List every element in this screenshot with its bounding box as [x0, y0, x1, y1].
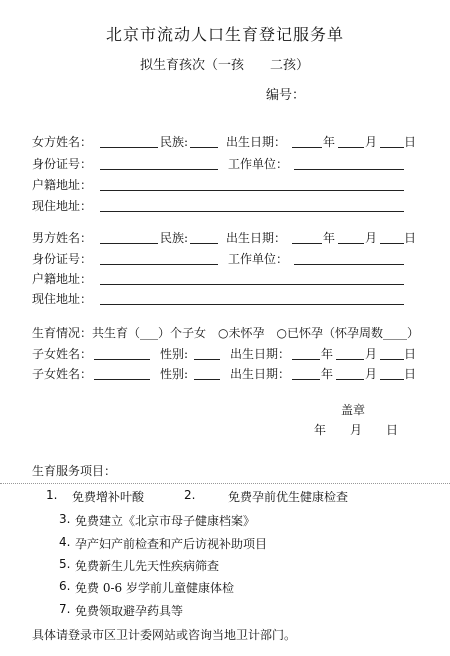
- male-id-field[interactable]: [100, 264, 218, 265]
- male-id-label: 身份证号：: [32, 252, 93, 266]
- service-text: 免费 0-6 岁学前儿童健康体检: [75, 581, 234, 595]
- male-birth-label: 出生日期：: [226, 231, 287, 245]
- year-label: 年: [321, 367, 334, 381]
- service-number: 6.: [59, 579, 71, 593]
- birth-order-line: 拟生育孩次（一孩 二孩）: [140, 58, 310, 73]
- service-number: 1.: [46, 488, 58, 502]
- seal-label: 盖章: [341, 403, 366, 417]
- month-label: 月: [365, 231, 378, 245]
- female-birth-day-field[interactable]: [380, 147, 404, 148]
- child-name-field[interactable]: [94, 359, 150, 360]
- month-label: 月: [365, 347, 378, 361]
- child-birth-label: 出生日期：: [230, 367, 291, 381]
- service-text: 免费新生儿先天性疾病筛查: [75, 559, 220, 573]
- service-number: 3.: [59, 512, 71, 526]
- day-label: 日: [404, 347, 417, 361]
- child-name-field[interactable]: [94, 379, 150, 380]
- female-name-field[interactable]: [100, 147, 158, 148]
- seal-date: 年 月 日: [314, 423, 399, 437]
- child-birth-month-field[interactable]: [336, 359, 364, 360]
- female-current-field[interactable]: [100, 211, 404, 212]
- child-gender-label: 性别:: [160, 347, 189, 361]
- page-title: 北京市流动人口生育登记服务单: [105, 25, 344, 44]
- female-ethnicity-field[interactable]: [190, 147, 218, 148]
- child-gender-label: 性别:: [160, 367, 189, 381]
- male-birth-day-field[interactable]: [380, 243, 404, 244]
- month-label: 月: [365, 367, 378, 381]
- female-ethnicity-label: 民族:: [160, 135, 189, 149]
- year-label: 年: [323, 231, 336, 245]
- female-work-field[interactable]: [294, 169, 404, 170]
- service-text: 孕产妇产前检查和产后访视补助项目: [75, 537, 268, 551]
- male-ethnicity-field[interactable]: [190, 243, 218, 244]
- child-birth-year-field[interactable]: [292, 379, 320, 380]
- male-work-field[interactable]: [294, 264, 404, 265]
- birth-status-line: 生育情况：共生育（___）个子女 ○未怀孕 ○已怀孕（怀孕周数____）: [32, 326, 419, 340]
- service-number: 5.: [59, 557, 71, 571]
- service-text: 免费孕前优生健康检查: [228, 490, 349, 504]
- services-footer-note: 具体请登录市区卫计委网站或咨询当地卫计部门。: [32, 628, 297, 642]
- day-label: 日: [404, 135, 417, 149]
- services-title: 生育服务项目：: [32, 464, 117, 478]
- service-text: 免费领取避孕药具等: [75, 604, 184, 618]
- female-id-field[interactable]: [100, 169, 218, 170]
- child-birth-year-field[interactable]: [292, 359, 320, 360]
- day-label: 日: [404, 231, 417, 245]
- female-birth-year-field[interactable]: [292, 147, 322, 148]
- month-label: 月: [365, 135, 378, 149]
- child-birth-day-field[interactable]: [380, 359, 404, 360]
- service-text: 免费增补叶酸: [72, 490, 145, 504]
- year-label: 年: [323, 135, 336, 149]
- male-birth-year-field[interactable]: [292, 243, 322, 244]
- year-label: 年: [321, 347, 334, 361]
- male-name-label: 男方姓名：: [32, 231, 93, 245]
- male-huji-label: 户籍地址：: [32, 272, 93, 286]
- female-id-label: 身份证号：: [32, 157, 93, 171]
- service-number: 2.: [184, 488, 196, 502]
- day-label: 日: [404, 367, 417, 381]
- female-birth-month-field[interactable]: [338, 147, 364, 148]
- service-text: 免费建立《北京市母子健康档案》: [75, 514, 256, 528]
- child-birth-month-field[interactable]: [336, 379, 364, 380]
- male-name-field[interactable]: [100, 243, 158, 244]
- female-huji-label: 户籍地址：: [32, 178, 93, 192]
- service-number: 4.: [59, 535, 71, 549]
- male-ethnicity-label: 民族:: [160, 231, 189, 245]
- male-work-label: 工作单位：: [228, 252, 289, 266]
- female-current-label: 现住地址：: [32, 199, 93, 213]
- male-huji-field[interactable]: [100, 284, 404, 285]
- female-work-label: 工作单位：: [228, 157, 289, 171]
- child-birth-day-field[interactable]: [380, 379, 404, 380]
- male-current-label: 现住地址：: [32, 292, 93, 306]
- male-current-field[interactable]: [100, 304, 404, 305]
- female-name-label: 女方姓名：: [32, 135, 93, 149]
- female-huji-field[interactable]: [100, 190, 404, 191]
- male-birth-month-field[interactable]: [338, 243, 364, 244]
- service-number: 7.: [59, 602, 71, 616]
- child-gender-field[interactable]: [194, 379, 220, 380]
- serial-number-label: 编号：: [266, 88, 306, 103]
- female-birth-label: 出生日期：: [226, 135, 287, 149]
- child-name-label: 子女姓名：: [32, 367, 93, 381]
- child-name-label: 子女姓名：: [32, 347, 93, 361]
- dotted-divider: [0, 483, 450, 484]
- child-gender-field[interactable]: [194, 359, 220, 360]
- child-birth-label: 出生日期：: [230, 347, 291, 361]
